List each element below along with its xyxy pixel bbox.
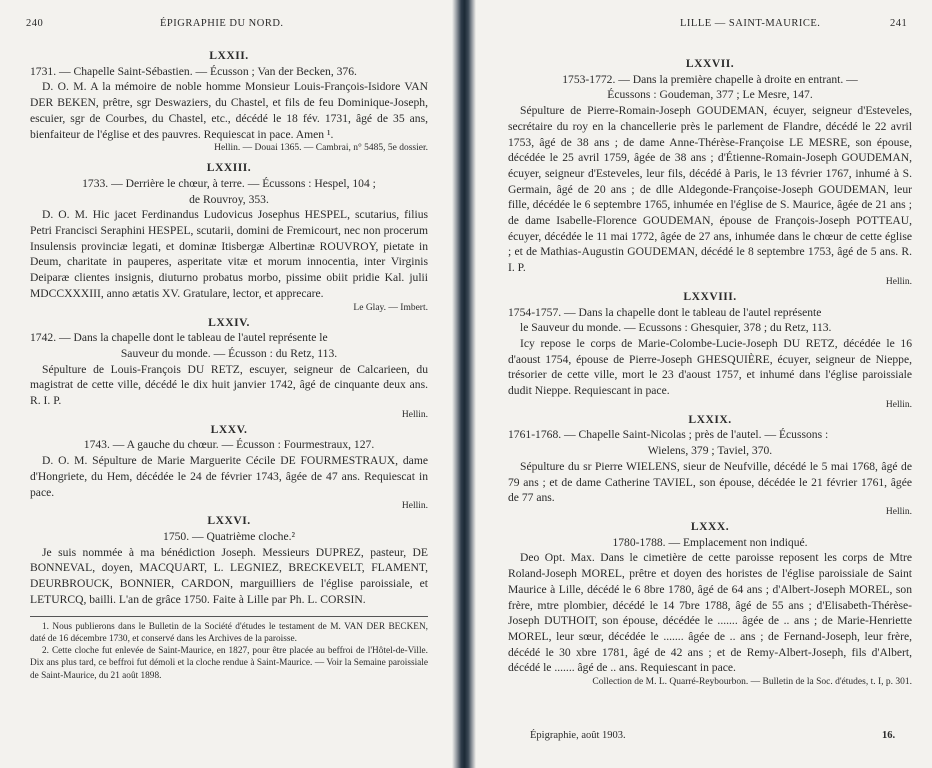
entry-heading: 1750. — Quatrième cloche.² <box>163 529 295 543</box>
footnote: 1. Nous publierons dans le Bulletin de la Société d'études le testament de M. VAN DER BECKEN, daté de 16 décembre 1730, et conservé dans les Archives de la paroisse. <box>30 621 428 644</box>
entry-heading: 1780-1788. — Emplacement non indiqué. <box>612 535 808 549</box>
entry-source: Hellin. <box>401 409 428 420</box>
entry-heading: 1754-1757. — Dans la chapelle dont le tableau de l'autel représente <box>508 305 822 319</box>
entry-heading-cont: Écussons : Goudeman, 377 ; Le Mesre, 147. <box>607 88 813 102</box>
entry-source: Hellin. <box>885 276 912 287</box>
entry-inscription: Deo Opt. Max. Dans le cimetière de cette paroisse reposent les corps de Mtre Roland-Joseph MOREL, prêtre et doyen des horistes de l'église paroissiale de Saint Maurice à Lille, décédé le 6 8bre 1780, âgé de 64 ans ; d'Albert-Joseph MOREL, son frère, mtre plombier, décédé le 14 7bre 1788, âgé de 55 ans ; d'Elisabeth-Thérèse-Joseph DUTHOIT, son épouse, décédée le ....... âgée de .. ans ; de Marie-Henriette MOREL, leur sœur, décédée le ....... âgée de .. ans ; de Fernand-Joseph, leur frère, décédé le 30 xbre 1781, âgé de 42 ans ; et de Remy-Albert-Joseph, fils d'Albert, décédé le ....... âgé de .. ans. Requiescant in pace. <box>508 551 912 675</box>
entry-number: LXXVI. <box>207 514 251 528</box>
entry-heading: 1761-1768. — Chapelle Saint-Nicolas ; près de l'autel. — Écussons : <box>508 428 829 442</box>
entry-inscription: Icy repose le corps de Marie-Colombe-Lucie-Joseph DU RETZ, décédée le 16 d'aoust 1754, épouse de Pierre-Joseph GHESQUIÈRE, écuyer, seigneur de Nieppe, trésorier de cette ville, mort le 23 d'aoust 1757, et inhumé dans l'église paroissiale dudit Nieppe. Requiescant in pace. <box>508 336 912 398</box>
entry-source: Hellin. <box>401 501 428 512</box>
entry-heading: 1742. — Dans la chapelle dont le tableau de l'autel représente le <box>30 331 328 345</box>
entry-number: LXXIII. <box>206 161 252 175</box>
entry-number: LXXX. <box>690 519 730 533</box>
page-number: 241 <box>890 18 908 29</box>
entry-heading: 1743. — A gauche du chœur. — Écusson : Fourmestraux, 127. <box>83 438 375 452</box>
entry-heading-cont: le Sauveur du monde. — Ecussons : Ghesquier, 378 ; du Retz, 113. <box>520 321 832 335</box>
entry-heading-cont: Sauveur du monde. — Écusson : du Retz, 113. <box>120 346 338 360</box>
entry-inscription: D. O. M. Hic jacet Ferdinandus Ludovicus Josephus HESPEL, scutarius, filius Petri Francisci Seraphini HESPEL, scutarii, domini de Fremicourt, nec non procerum Insulensis provinciæ legati, et dominæ Itisbergæ Albertinæ ROUVROY, pietate in Deum, charitate in pauperes, asperitate vitæ et morum innocentia, inter Virginis Deiparæ clientes insignis, diuturno probatus morbo, pissime obiit pridie Kal. julii MDCCXXXIII, anno ætatis XV. Gratulare, lector, et apprecare. <box>30 208 428 300</box>
book-gutter <box>452 0 476 768</box>
left-page <box>0 0 458 768</box>
page-number: 240 <box>26 18 44 29</box>
entry-heading-cont: de Rouvroy, 353. <box>189 192 269 206</box>
running-head: LILLE — SAINT-MAURICE. <box>680 18 821 29</box>
right-page <box>470 0 932 768</box>
entry-number: LXXII. <box>209 49 249 62</box>
entry-source: Collection de M. L. Quarré-Reybourbon. — Bulletin de la Soc. d'études, t. I, p. 301. <box>592 677 912 688</box>
entry-number: LXXVII. <box>685 57 735 70</box>
footnote-divider <box>30 616 428 617</box>
entry-inscription: Sépulture de Pierre-Romain-Joseph GOUDEMAN, écuyer, seigneur d'Esteveles, secrétaire du roy en la chancellerie près le parlement de Flandre, décédé le 22 avril 1753, âgé de 38 ans ; de dame Anne-Thérèse-Françoise LE MESRE, son épouse, décédée le 25 avril 1759, âgée de 38 ans ; d'Étienne-Romain-Joseph GOUDEMAN, écuyer, seigneur d'Esteveles, leur fils, décédé à Paris, le 13 février 1767, inhumé à S. Germain, âgé de 20 ans ; de dlle Aldegonde-Françoise-Joseph GOUDEMAN, leur fille, décédée le 6 septembre 1765, inhumée en l'église de S. Maurice, âgée de 21 ans ; de dame Isabelle-Florence GOUDEMAN, épouse de François-Joseph POTTEAU, écuyer, décédée le 11 mai 1772, âgée de 27 ans, inhumée dans le chœur de cette église ; et de Mathias-Augustin GOUDEMAN, décédé le 8 septembre 1753, âgé de 5 ans. R. I. P. <box>508 104 912 275</box>
right-page-content <box>508 56 912 689</box>
entry-number: LXXV. <box>210 422 248 436</box>
entry-inscription: Sépulture de Louis-François DU RETZ, escuyer, seigneur de Calcarieen, du magistrat de cette ville, décédé le dix huit janvier 1742, âgé de cinquante deux ans. R. I. P. <box>30 362 428 408</box>
left-page-content <box>30 48 428 682</box>
entry-source: Hellin. <box>885 506 912 517</box>
entry-inscription: Je suis nommée à ma bénédiction Joseph. Messieurs DUPREZ, pasteur, DE BONNEVAL, doyen, MACQUART, L. LEGNIEZ, BRECKEVELT, FLAMENT, DEURBROUCK, BONNIER, CARDON, marguilliers de l'église paroissiale, et LETURCQ, bailli. L'an de grâce 1750. Faite à Lille par Ph. L. CORSIN. <box>30 545 428 606</box>
entry-inscription: D. O. M. Sépulture de Marie Marguerite Cécile DE FOURMESTRAUX, dame d'Hongriete, du Hem, décédée le 24 de février 1743, âgée de 47 ans. Requiescat in pace. <box>30 454 428 499</box>
entry-heading: 1733. — Derrière le chœur, à terre. — Écussons : Hespel, 104 ; <box>82 176 376 190</box>
signature-mark: 16. <box>882 730 896 741</box>
entry-source: Hellin. — Douai 1365. — Cambrai, n° 5485, 5e dossier. <box>214 143 428 154</box>
footnote: 2. Cette cloche fut enlevée de Saint-Maurice, en 1827, pour être placée au beffroi de l'Hôtel-de-Ville. Dix ans plus tard, ce beffroi fut démoli et la cloche rendue à Saint-Maurice. — Voir la Semaine paroissiale de Saint-Maurice, du 21 août 1898. <box>30 646 428 681</box>
entry-number: LXXIV. <box>208 315 250 329</box>
entry-number: LXXIX. <box>688 412 732 426</box>
entry-heading: 1753-1772. — Dans la première chapelle à droite en entrant. — <box>562 72 858 86</box>
entry-inscription: D. O. M. A la mémoire de noble homme Monsieur Louis-François-Isidore VAN DER BEKEN, prêtre, sgr Deswaziers, du Chastel, et fils de feu Dominique-Joseph, escuier, sgr de Courbes, du Chastel, etc., décédé le 18 fév. 1731, âgé de 35 ans, bienfaiteur de l'église et des pauvres. Requiescat in pace. Amen ¹. <box>30 80 428 141</box>
entry-inscription: Sépulture du sr Pierre WIELENS, sieur de Neufville, décédé le 5 mai 1768, âgé de 79 ans ; et de dame Catherine TAVIEL, son épouse, décédée le 21 février 1761, âgée de 77 ans. <box>508 459 912 505</box>
issue-footer: Épigraphie, août 1903. <box>530 730 626 741</box>
entry-source: Le Glay. — Imbert. <box>353 302 428 313</box>
entry-heading: 1731. — Chapelle Saint-Sébastien. — Écusson ; Van der Becken, 376. <box>30 64 357 78</box>
entry-number: LXXVIII. <box>683 289 737 303</box>
entry-heading-cont: Wielens, 379 ; Taviel, 370. <box>647 444 773 458</box>
entry-source: Hellin. <box>885 399 912 410</box>
running-head: ÉPIGRAPHIE DU NORD. <box>160 18 284 29</box>
